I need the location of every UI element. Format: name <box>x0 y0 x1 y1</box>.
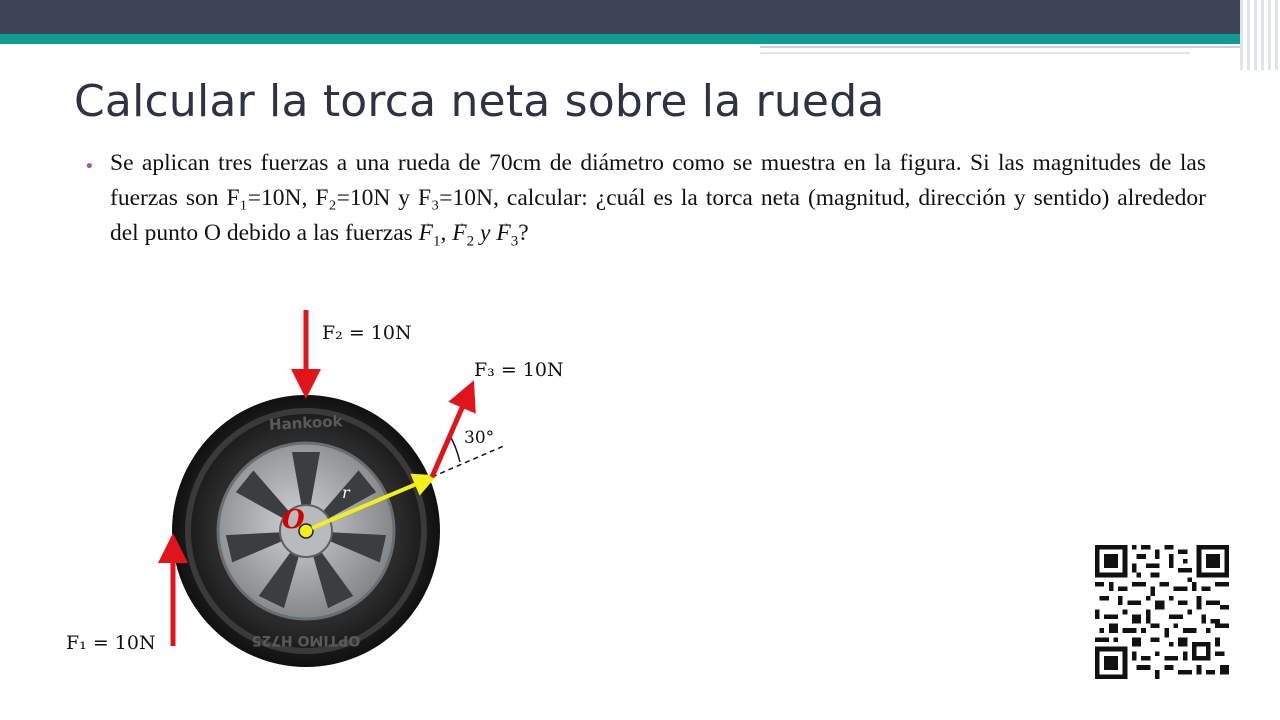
center-label-O: O <box>282 505 305 535</box>
radius-vector-label: r <box>342 483 350 502</box>
header-rule-2 <box>760 52 1190 54</box>
vector-f1-sub: 1 <box>433 233 441 250</box>
tire-brand-text: Hankook <box>268 412 343 434</box>
problem-text: Se aplican tres fuerzas a una rueda de 70cm de diámetro como se muestra en la figura. Si las magnitudes de las fuerzas son F₁=10N, F₂=10N y F₃=10N, calcular: ¿cuál es la torca neta (magnitud, dirección y sentido) alrededor del punto O debido a las fuerzas <box>110 150 1206 246</box>
header-dark-bar <box>0 0 1280 34</box>
vector-f1: → F <box>419 220 433 246</box>
bullet-dot: • <box>84 156 95 177</box>
angle-arc <box>450 436 460 462</box>
f1-label: F₁ = 10N <box>66 632 156 654</box>
y-conjunction: y <box>474 220 497 246</box>
vector-f3-sub: 3 <box>510 233 519 250</box>
vector-f2: → F <box>452 220 466 246</box>
f3-arrow <box>432 394 468 477</box>
f3-label: F₃ = 10N <box>474 359 564 381</box>
qr-code-icon[interactable] <box>1095 545 1229 679</box>
angle-label: 30° <box>464 428 495 448</box>
f2-label: F₂ = 10N <box>322 322 412 344</box>
wheel-figure <box>40 300 600 680</box>
header-stripes <box>1240 0 1280 70</box>
problem-statement: Se aplican tres fuerzas a una rueda de 70cm de diámetro como se muestra en la figura. Si las magnitudes de las fuerzas son F₁=10N, F₂=10N y F₃=10N, calcular: ¿cuál es la torca neta (magnitud, dirección y sentido) alrededor del punto O debido a las fuerzas → $F_1$, → $F_2$ $y \to F_3$? <box>110 146 1206 260</box>
header-rule-1 <box>760 46 1280 48</box>
slide-title: Calcular la torca neta sobre la rueda <box>74 76 885 127</box>
vector-f2-sub: 2 <box>466 233 475 250</box>
tire-model-text: OPTIMO H725 <box>251 632 361 648</box>
vector-f3: → F <box>496 220 510 246</box>
